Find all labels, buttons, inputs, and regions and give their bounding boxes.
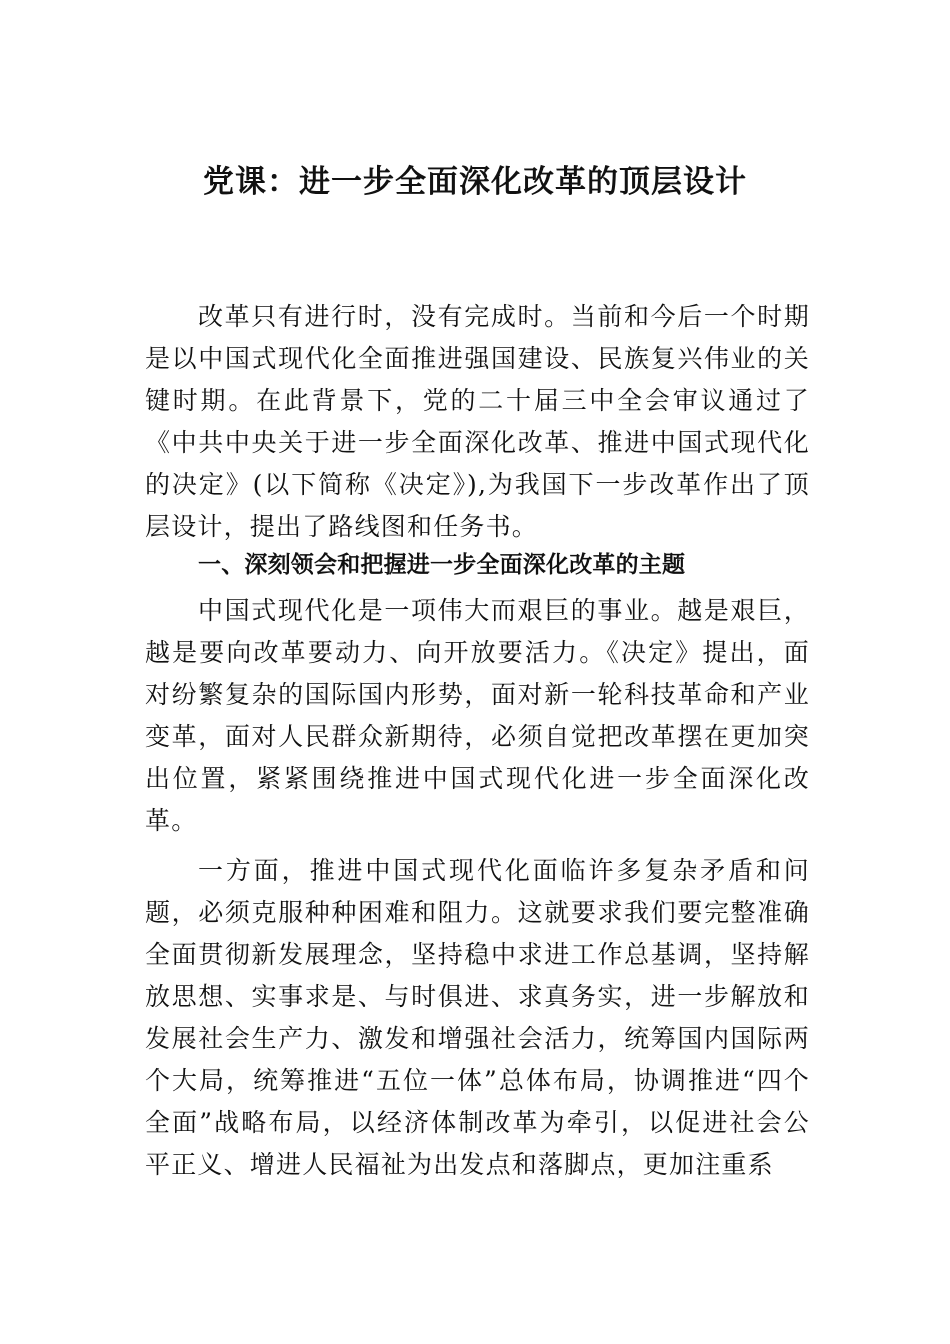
body-paragraph-3: 一方面，推进中国式现代化面临许多复杂矛盾和问题，必须克服种种困难和阻力。这就要求我们要完整准确全面贯彻新发展理念，坚持稳中求进工作总基调，坚持解放思想、实事求是、与时俱进、求真务实，进一步解放和发展社会生产力、激发和增强社会活力，统筹国内国际两个大局，统筹推进“五位一体”总体布局，协调推进“四个全面”战略布局，以经济体制改革为牵引，以促进社会公平正义、增进人民福祉为出发点和落脚点，更加注重系: [145, 856, 810, 1179]
section-heading: 一、深刻领会和把握进一步全面深化改革的主题: [198, 552, 686, 578]
document-title: 党课：进一步全面深化改革的顶层设计: [203, 164, 747, 200]
body-paragraph-2: 中国式现代化是一项伟大而艰巨的事业。越是艰巨，越是要向改革要动力、向开放要活力。《决定》提出，面 对纷繁复杂的国际国内形势，面对新一轮科技革命和产业 变革，面对人民群众新期待，必须自觉把改革摆在更加突 出位置，紧紧围绕推进中国式现代化进一步全面深化改 革。: [145, 596, 810, 835]
intro-paragraph: 改革只有进行时，没有完成时。当前和今后一个时期是以中国式现代化全面推进强国建设、民族复兴伟业的关键时期。在此背景下，党的二十届三中全会审议通过了《中共中央关于进一步全面深化改革、推进中国式现代化的决定》(以下简称《决定》),为我国下一步改革作出了顶层设计，提出了路线图和任务书。: [145, 302, 810, 541]
